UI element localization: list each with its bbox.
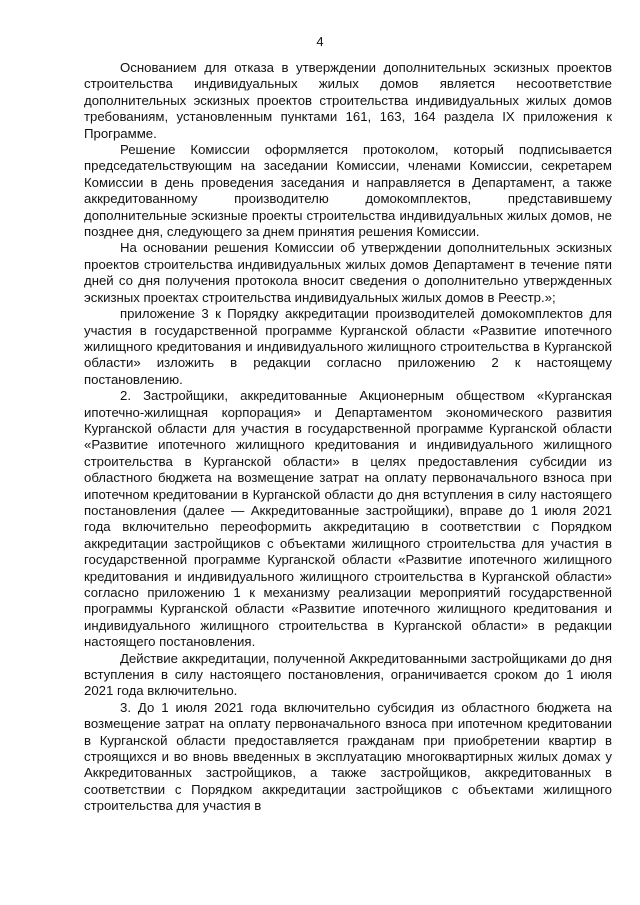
paragraph-commission-decision: Решение Комиссии оформляется протоколом, который подписывается председательствующим на заседании Комиссии, членами Комиссии, секретарем Комиссии в день проведения заседания и направляется в Департамент, а также аккредитованному производителю домокомплектов, представившему дополнительные эскизные проекты строительства индивидуальных жилых домов, не позднее дня, следующего за днем принятия решения Комиссии. <box>84 142 612 240</box>
paragraph-registry-entry: На основании решения Комиссии об утверждении дополнительных эскизных проектов строительства индивидуальных жилых домов Департамент в течение пяти дней со дня получения протокола вносит сведения о дополнительно утвержденных эскизных проектах строительства индивидуальных жилых домов в Реестр.»; <box>84 240 612 305</box>
paragraph-accreditation-term: Действие аккредитации, полученной Аккредитованными застройщиками до дня вступления в силу настоящего постановления, ограничивается сроком до 1 июля 2021 года включительно. <box>84 650 612 699</box>
paragraph-section-3: 3. До 1 июля 2021 года включительно субсидия из областного бюджета на возмещение затрат на оплату первоначального взноса при ипотечном кредитовании в Курганской области предоставляется гражданам при приобретении квартир в строящихся и во вновь введенных в эксплуатацию многоквартирных жилых домах у Аккредитованных застройщиков, а также застройщиков, аккредитованных в соответствии с Порядком аккредитации застройщиков с объектами жилищного строительства для участия в <box>84 699 612 814</box>
page-number: 4 <box>316 34 324 49</box>
document-body <box>84 60 612 815</box>
paragraph-appendix-3: приложение 3 к Порядку аккредитации производителей домокомплектов для участия в государственной программе Курганской области «Развитие ипотечного жилищного кредитования и индивидуального жилищного строительства в Курганской области» изложить в редакции согласно приложению 2 к настоящему постановлению. <box>84 306 612 387</box>
paragraph-refusal-grounds: Основанием для отказа в утверждении дополнительных эскизных проектов строительства индивидуальных жилых домов является несоответствие дополнительных эскизных проектов строительства индивидуальных жилых домов требованиям, установленным пунктами 161, 163, 164 раздела IX приложения к Программе. <box>84 60 612 141</box>
paragraph-section-2: 2. Застройщики, аккредитованные Акционерным обществом «Курганская ипотечно-жилищная корпорация» и Департаментом экономического развития Курганской области для участия в государственной программе Курганской области «Развитие ипотечного жилищного кредитования и индивидуального жилищного строительства в Курганской области» в целях предоставления субсидии из областного бюджета на возмещение затрат на оплату первоначального взноса при ипотечном кредитовании в Курганской области до дня вступления в силу настоящего постановления (далее — Аккредитованные застройщики), вправе до 1 июля 2021 года включительно переоформить аккредитацию в соответствии с Порядком аккредитации застройщиков с объектами жилищного строительства для участия в государственной программе Курганской области «Развитие ипотечного жилищного кредитования и индивидуального жилищного строительства в Курганской области» согласно приложению 1 к механизму реализации мероприятий государственной программы Курганской области «Развитие ипотечного жилищного кредитования и индивидуального жилищного строительства в Курганской области» в редакции настоящего постановления. <box>84 388 612 650</box>
